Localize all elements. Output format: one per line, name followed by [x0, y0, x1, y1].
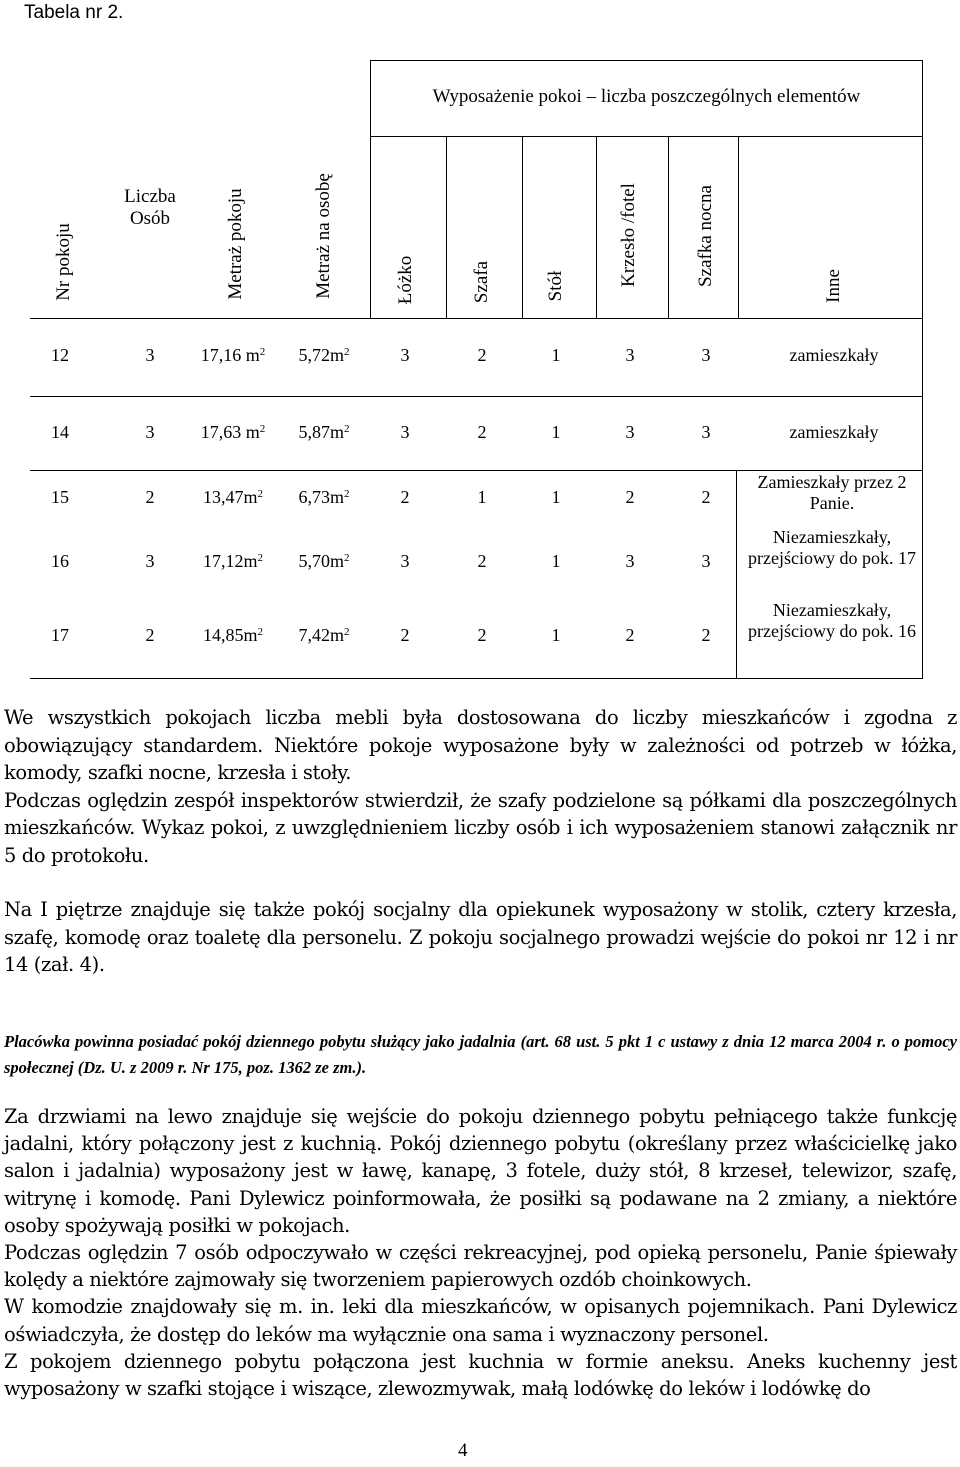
table-cell-nr: [51, 345, 69, 366]
table-cell-szafa: [478, 625, 487, 646]
header-liczba-line1: Liczba: [124, 186, 176, 207]
header-nr-pokoju: Nr pokoju: [53, 223, 74, 301]
table-cell-inne: Niezamieszkały, przejściowy do pok. 17: [748, 527, 916, 568]
table-caption: Tabela nr 2.: [24, 2, 124, 23]
table-cell-stol: [552, 345, 561, 366]
paragraph: Z pokojem dziennego pobytu połączona jest kuchnia w formie aneksu. Aneks kuchenny jest wyposażony w szafki stojące i wiszące, zlewozmywak, małą lodówkę do leków i lodówkę do: [4, 1349, 957, 1401]
table-cell-mp: [203, 625, 263, 646]
table-cell-stol: [552, 625, 561, 646]
table-cell-szafa: [478, 422, 487, 443]
header-szafka-nocna: Szafka nocna: [695, 185, 716, 287]
paragraph: Za drzwiami na lewo znajduje się wejście do pokoju dziennego pobytu pełniącego także funkcję jadalni, który połączony jest z kuchnią. Pokój dziennego pobytu (określany przez właścicielkę jako salon i jadalnia) wyposażony jest w ławę, kanapę, 3 fotele, duży stół, 8 krzeseł, telewizor, szafę, witrynę i komodę. Pani Dylewicz poinformowała, że posiłki są podawane na 2 zmiany, a niektóre osoby spożywają posiłki w pokojach.: [4, 1105, 957, 1237]
table-cell-krzeslo: [626, 625, 635, 646]
table-cell-krzeslo: [626, 487, 635, 508]
cell-value: 3: [145, 551, 155, 571]
header-szafa: Szafa: [471, 260, 492, 304]
table-cell-mp: [203, 487, 263, 508]
cell-value: 3: [701, 422, 711, 442]
table-cell-osob: [146, 345, 155, 366]
table-cell-mo: [298, 487, 349, 508]
cell-value: 3: [701, 345, 711, 365]
cell-value: 13,47m: [202, 487, 258, 507]
table-cell-osob: [146, 487, 155, 508]
cell-value: 2: [145, 487, 155, 507]
body-text-bottom: [4, 1103, 957, 1402]
paragraph: Podczas oględzin zespół inspektorów stwierdził, że szafy podzielone są półkami dla poszczególnych mieszkańców. Wykaz pokoi, z uwzględnieniem liczby osób i ich wyposażeniem stanowi załącznik nr 5 do protokołu.: [4, 788, 957, 867]
page-number: 4: [458, 1440, 468, 1461]
body-text-top: [4, 704, 957, 979]
table-cell-lozko: [401, 345, 410, 366]
paragraph: Podczas oględzin 7 osób odpoczywało w części rekreacyjnej, pod opieką personelu, Panie śpiewały kolędy a niektóre zajmowały się tworzeniem papierowych ozdób choinkowych.: [4, 1241, 957, 1292]
table-cell-osob: [146, 551, 155, 572]
table-cell-lozko: [401, 551, 410, 572]
cell-value: 17,12m: [202, 551, 258, 571]
cell-superscript: 2: [257, 552, 264, 564]
cell-value: 1: [551, 487, 561, 507]
table-cell-mp: [201, 345, 266, 366]
cell-value: 15: [51, 487, 69, 507]
cell-value: 7,42m: [298, 625, 345, 645]
cell-value: 1: [551, 422, 561, 442]
cell-value: 17: [51, 625, 69, 645]
header-inne: Inne: [823, 269, 844, 303]
cell-superscript: 2: [344, 423, 350, 435]
cell-value: 12: [51, 345, 69, 365]
table-cell-nr: [51, 422, 69, 443]
header-metraz-pokoju: Metraż pokoju: [225, 188, 246, 300]
cell-superscript: 2: [344, 488, 350, 500]
header-lozko: Łóżko: [395, 255, 416, 305]
table-cell-nr: [51, 551, 69, 572]
table-cell-mp: [203, 551, 263, 572]
cell-value: 3: [625, 551, 635, 571]
cell-value: 2: [477, 625, 487, 645]
table-cell-szafka: [702, 422, 711, 443]
table-cell-inne: zamieszkały: [789, 345, 879, 365]
table-cell-lozko: [401, 487, 410, 508]
cell-superscript: 2: [344, 626, 350, 638]
cell-value: 2: [701, 625, 711, 645]
table-cell-szafa: [478, 551, 487, 572]
table-cell-inne: Zamieszkały przez 2 Panie.: [757, 472, 907, 513]
cell-value: 1: [551, 345, 561, 365]
legal-note: Placówka powinna posiadać pokój dziennego pobytu służący jako jadalnia (art. 68 ust. 5 pkt 1 c ustawy z dnia 12 marca 2004 r. o pomocy społecznej (Dz. U. z 2009 r. Nr 175, poz. 1362 ze zm.).: [4, 1032, 957, 1077]
paragraph: W komodzie znajdowały się m. in. leki dla mieszkańców, w opisanych pojemnikach. Pani Dylewicz oświadczyła, że dostęp do leków ma wyłącznie ona sama i wyznaczony personel.: [4, 1295, 957, 1346]
table-cell-szafka: [702, 551, 711, 572]
cell-superscript: 2: [259, 423, 266, 435]
cell-value: 1: [551, 551, 561, 571]
cell-value: 3: [625, 422, 635, 442]
table-cell-stol: [552, 422, 561, 443]
table-cell-mo: [298, 422, 349, 443]
cell-value: 3: [400, 345, 410, 365]
cell-value: 2: [477, 345, 487, 365]
table-cell-stol: [552, 551, 561, 572]
table-cell-lozko: [401, 625, 410, 646]
paragraph: We wszystkich pokojach liczba mebli była dostosowana do liczby mieszkańców i zgodna z obowiązujący standardem. Niektóre pokoje wyposażone były w zależności od potrzeb w łóżka, komody, szafki nocne, krzesła i stoły.: [4, 706, 957, 784]
table-cell-krzeslo: [626, 422, 635, 443]
cell-value: 5,70m: [298, 551, 345, 571]
cell-value: 2: [477, 422, 487, 442]
table-cell-szafka: [702, 345, 711, 366]
header-stol: Stół: [545, 270, 566, 302]
cell-value: 14: [51, 422, 69, 442]
table-cell-osob: [146, 625, 155, 646]
cell-superscript: 2: [257, 488, 264, 500]
cell-value: 1: [477, 487, 487, 507]
cell-value: 1: [551, 625, 561, 645]
table-cell-nr: [51, 487, 69, 508]
table-cell-krzeslo: [626, 551, 635, 572]
cell-value: 3: [625, 345, 635, 365]
table-cell-mo: [298, 625, 349, 646]
cell-value: 2: [625, 487, 635, 507]
table-cell-szafa: [478, 487, 487, 508]
cell-value: 2: [477, 551, 487, 571]
cell-superscript: 2: [344, 552, 350, 564]
table-cell-mo: [298, 345, 349, 366]
cell-value: 2: [400, 625, 410, 645]
cell-value: 5,72m: [298, 345, 345, 365]
table-cell-stol: [552, 487, 561, 508]
header-liczba-osob: [100, 186, 200, 230]
table-cell-szafka: [702, 625, 711, 646]
cell-value: 16: [51, 551, 69, 571]
table-cell-inne: zamieszkały: [789, 422, 879, 442]
table-cell-mo: [298, 551, 349, 572]
table-group-header: Wyposażenie pokoi – liczba poszczególnych elementów: [432, 86, 861, 107]
table-cell-krzeslo: [626, 345, 635, 366]
cell-value: 5,87m: [298, 422, 345, 442]
cell-superscript: 2: [257, 626, 264, 638]
cell-value: 2: [625, 625, 635, 645]
table-cell-szafka: [702, 487, 711, 508]
header-metraz-na-osobe: Metraż na osobę: [313, 173, 334, 299]
cell-value: 6,73m: [298, 487, 345, 507]
cell-value: 2: [701, 487, 711, 507]
cell-value: 14,85m: [202, 625, 258, 645]
header-krzeslo-fotel: Krzesło /fotel: [618, 183, 639, 287]
cell-superscript: 2: [259, 346, 266, 358]
cell-value: 17,63 m: [200, 422, 260, 442]
header-liczba-line2: Osób: [129, 208, 171, 229]
cell-value: 3: [400, 422, 410, 442]
cell-value: 2: [400, 487, 410, 507]
table-cell-mp: [201, 422, 266, 443]
table-cell-inne: Niezamieszkały, przejściowy do pok. 16: [748, 600, 916, 641]
table-cell-nr: [51, 625, 69, 646]
cell-value: 17,16 m: [200, 345, 260, 365]
cell-value: 3: [145, 422, 155, 442]
cell-value: 3: [701, 551, 711, 571]
cell-value: 3: [400, 551, 410, 571]
paragraph: Na I piętrze znajduje się także pokój socjalny dla opiekunek wyposażony w stolik, cztery krzesła, szafę, komodę oraz toaletę dla personelu. Z pokoju socjalnego prowadzi wejście do pokoi nr 12 i nr 14 (zał. 4).: [4, 898, 957, 976]
table-cell-osob: [146, 422, 155, 443]
table-cell-lozko: [401, 422, 410, 443]
table-cell-szafa: [478, 345, 487, 366]
cell-value: 3: [145, 345, 155, 365]
cell-superscript: 2: [344, 346, 350, 358]
cell-value: 2: [145, 625, 155, 645]
